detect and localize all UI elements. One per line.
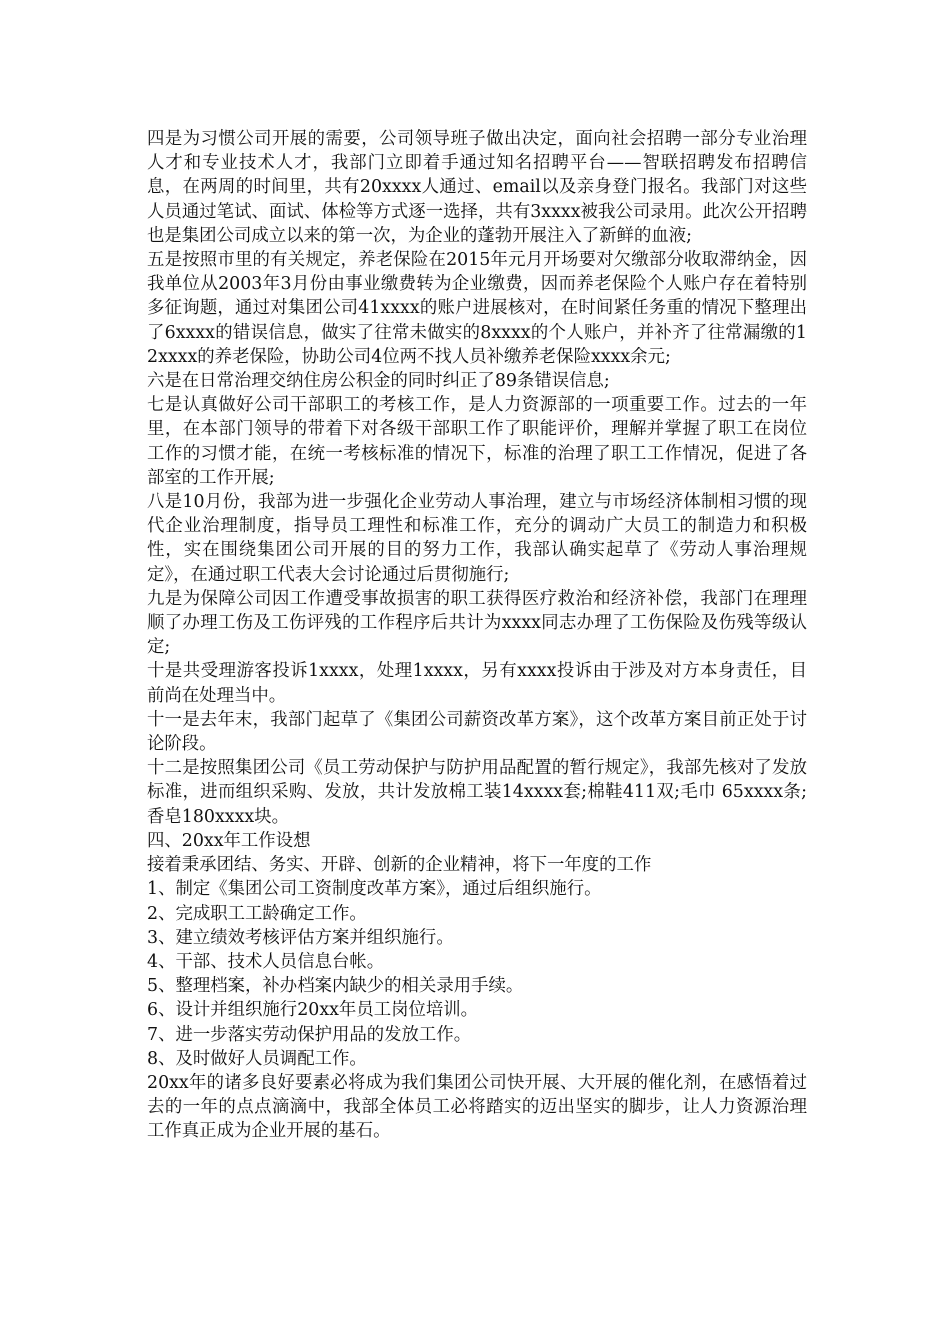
paragraph-staff-assessment: 七是认真做好公司干部职工的考核工作，是人力资源部的一项重要工作。过去的一年里，在本部门领导的带着下对各级干部职工作了职能评价，理解并掌握了职工在岗位工作的习惯才能，在统一考核标准的情况下，标准的治理了职工工作情况，促进了各部室的工作开展;: [147, 395, 807, 488]
plan-item-3: 3、建立绩效考核评估方案并组织施行。: [147, 927, 454, 948]
paragraph-conclusion: 20xx年的诸多良好要素必将成为我们集团公司快开展、大开展的催化剂，在感悟着过去的一年的点点滴滴中，我部全体员工必将踏实的迈出坚实的脚步，让人力资源治理工作真正成为企业开展的基石。: [147, 1072, 807, 1142]
paragraph-work-injury: 九是为保障公司因工作遭受事故损害的职工获得医疗救治和经济补偿，我部门在理理顺了办理工伤及工伤评残的工作程序后共计为xxxx同志办理了工伤保险及伤残等级认定;: [147, 588, 807, 658]
paragraph-labor-regulations: 八是10月份，我部为进一步强化企业劳动人事治理，建立与市场经济体制相习惯的现代企业治理制度，指导员工理性和标准工作，充分的调动广大员工的制造力和积极性，实在围绕集团公司开展的目的努力工作，我部认确实起草了《劳动人事治理规定》，在通过职工代表大会讨论通过后贯彻施行;: [147, 492, 807, 585]
paragraph-pension-insurance: 五是按照市里的有关规定，养老保险在2015年元月开场要对欠缴部分收取滞纳金，因我单位从2003年3月份由事业缴费转为企业缴费，因而养老保险个人账户存在着特别多征询题，通过对集团公司41xxxx的账户进展核对，在时间紧任务重的情况下整理出了6xxxx的错误信息，做实了往常未做实的8xxxx的个人账户，并补齐了往常漏缴的12xxxx的养老保险，协助公司4位两不找人员补缴养老保险xxxx余元;: [147, 250, 807, 367]
plan-item-6: 6、设计并组织施行20xx年员工岗位培训。: [147, 1000, 479, 1021]
plan-item-4: 4、干部、技术人员信息台帐。: [147, 951, 385, 972]
plan-item-1: 1、制定《集团公司工资制度改革方案》，通过后组织施行。: [147, 879, 602, 900]
document-body: [147, 127, 807, 1144]
plan-item-2: 2、完成职工工龄确定工作。: [147, 903, 367, 924]
paragraph-recruitment: 四是为习惯公司开展的需要，公司领导班子做出决定，面向社会招聘一部分专业治理人才和专业技术人才，我部门立即着手通过知名招聘平台——智联招聘发布招聘信息，在两周的时间里，共有20xxxx人通过、email以及亲身登门报名。我部门对这些人员通过笔试、面试、体检等方式逐一选择，共有3xxxx被我公司录用。此次公开招聘也是集团公司成立以来的第一次，为企业的蓬勃开展注入了新鲜的血液;: [147, 129, 807, 246]
section-heading-work-plan: 四、20xx年工作设想: [147, 830, 311, 851]
paragraph-complaints: 十是共受理游客投诉1xxxx，处理1xxxx，另有xxxx投诉由于涉及对方本身责任，目前尚在处理当中。: [147, 661, 807, 706]
plan-item-8: 8、及时做好人员调配工作。: [147, 1048, 367, 1069]
paragraph-salary-reform: 十一是去年末，我部门起草了《集团公司薪资改革方案》，这个改革方案目前正处于讨论阶段。: [147, 709, 807, 755]
plan-item-7: 7、进一步落实劳动保护用品的发放工作。: [147, 1024, 472, 1045]
paragraph-housing-fund: 六是在日常治理交纳住房公积金的同时纠正了89条错误信息;: [147, 371, 610, 392]
paragraph-plan-intro: 接着秉承团结、务实、开辟、创新的企业精神，将下一年度的工作: [147, 855, 652, 876]
plan-item-5: 5、整理档案，补办档案内缺少的相关录用手续。: [147, 976, 524, 997]
paragraph-protective-supplies: 十二是按照集团公司《员工劳动保护与防护用品配置的暂行规定》，我部先核对了发放标准，进而组织采购、发放，共计发放棉工装14xxxx套;棉鞋411双;毛巾 65xxxx条;香皂180xxxx块。: [147, 758, 807, 827]
